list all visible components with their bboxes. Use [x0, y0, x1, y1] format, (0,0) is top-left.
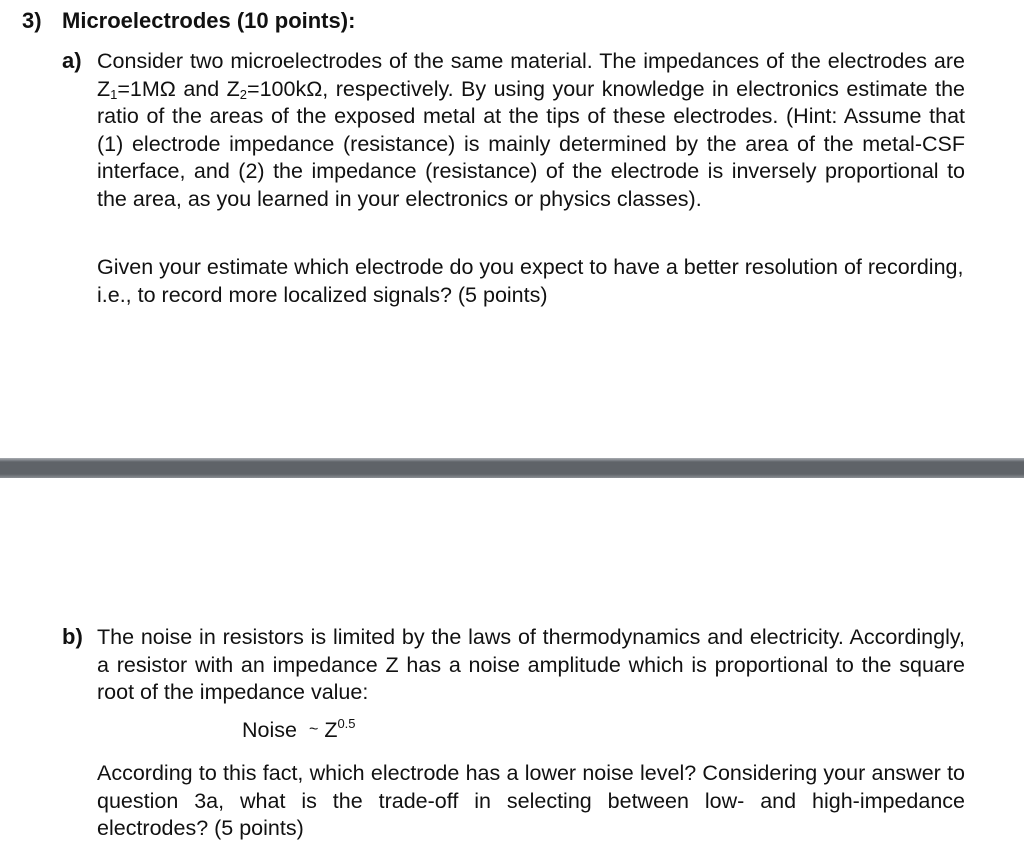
question-number: 3) — [22, 8, 42, 33]
z1-value: =1MΩ — [117, 76, 176, 101]
z1-subscript: 1 — [110, 86, 118, 102]
z1-symbol: Z — [97, 76, 111, 101]
formula-base: Z — [324, 718, 338, 742]
question-heading — [22, 8, 355, 34]
part-a-intro: Consider two microelectrodes of the same material. The impedances of the electrodes are — [97, 49, 965, 73]
part-b-paragraph: The noise in resistors is limited by the laws of thermodynamics and electricity. Accordingly, a resistor with an impedance Z has a noise amplitude which is proportional to the square root of the impedance value: — [97, 625, 965, 704]
z2-subscript: 2 — [239, 86, 248, 102]
part-a-rest: , respectively. By using your knowledge in electronics estimate the ratio of the areas of the exposed metal at the tips of these electrodes. (Hint: Assume that (1) electrode impedance (resistance) is mainly determined by the area of the metal-CSF interface, and (2) the impedance (resistance) of the electrode is inversely proportional to the area, as you learned in your electronics or physics classes). — [97, 76, 965, 211]
formula-exponent: 0.5 — [337, 716, 356, 731]
z2-symbol: Z — [226, 76, 240, 101]
question-title: Microelectrodes (10 points): — [62, 8, 356, 33]
formula-tilde: ~ — [308, 721, 319, 738]
noise-formula — [242, 718, 356, 743]
z2-value: =100kΩ — [247, 76, 323, 101]
part-b-question: According to this fact, which electrode has a lower noise level? Considering your answer to question 3a, what is the trade-off in selecting between low- and high-impedance electrodes? (5 points) — [97, 761, 965, 840]
page-divider[interactable] — [0, 458, 1024, 478]
formula-left: Noise — [242, 718, 297, 742]
part-a-paragraph — [97, 48, 965, 213]
part-b-label: b) — [62, 624, 83, 649]
part-a-follow-up: Given your estimate which electrode do you expect to have a better resolution of recording, i.e., to record more localized signals? (5 points) — [97, 255, 964, 307]
part-a-label: a) — [62, 48, 82, 73]
part-a-between: and — [175, 76, 227, 101]
